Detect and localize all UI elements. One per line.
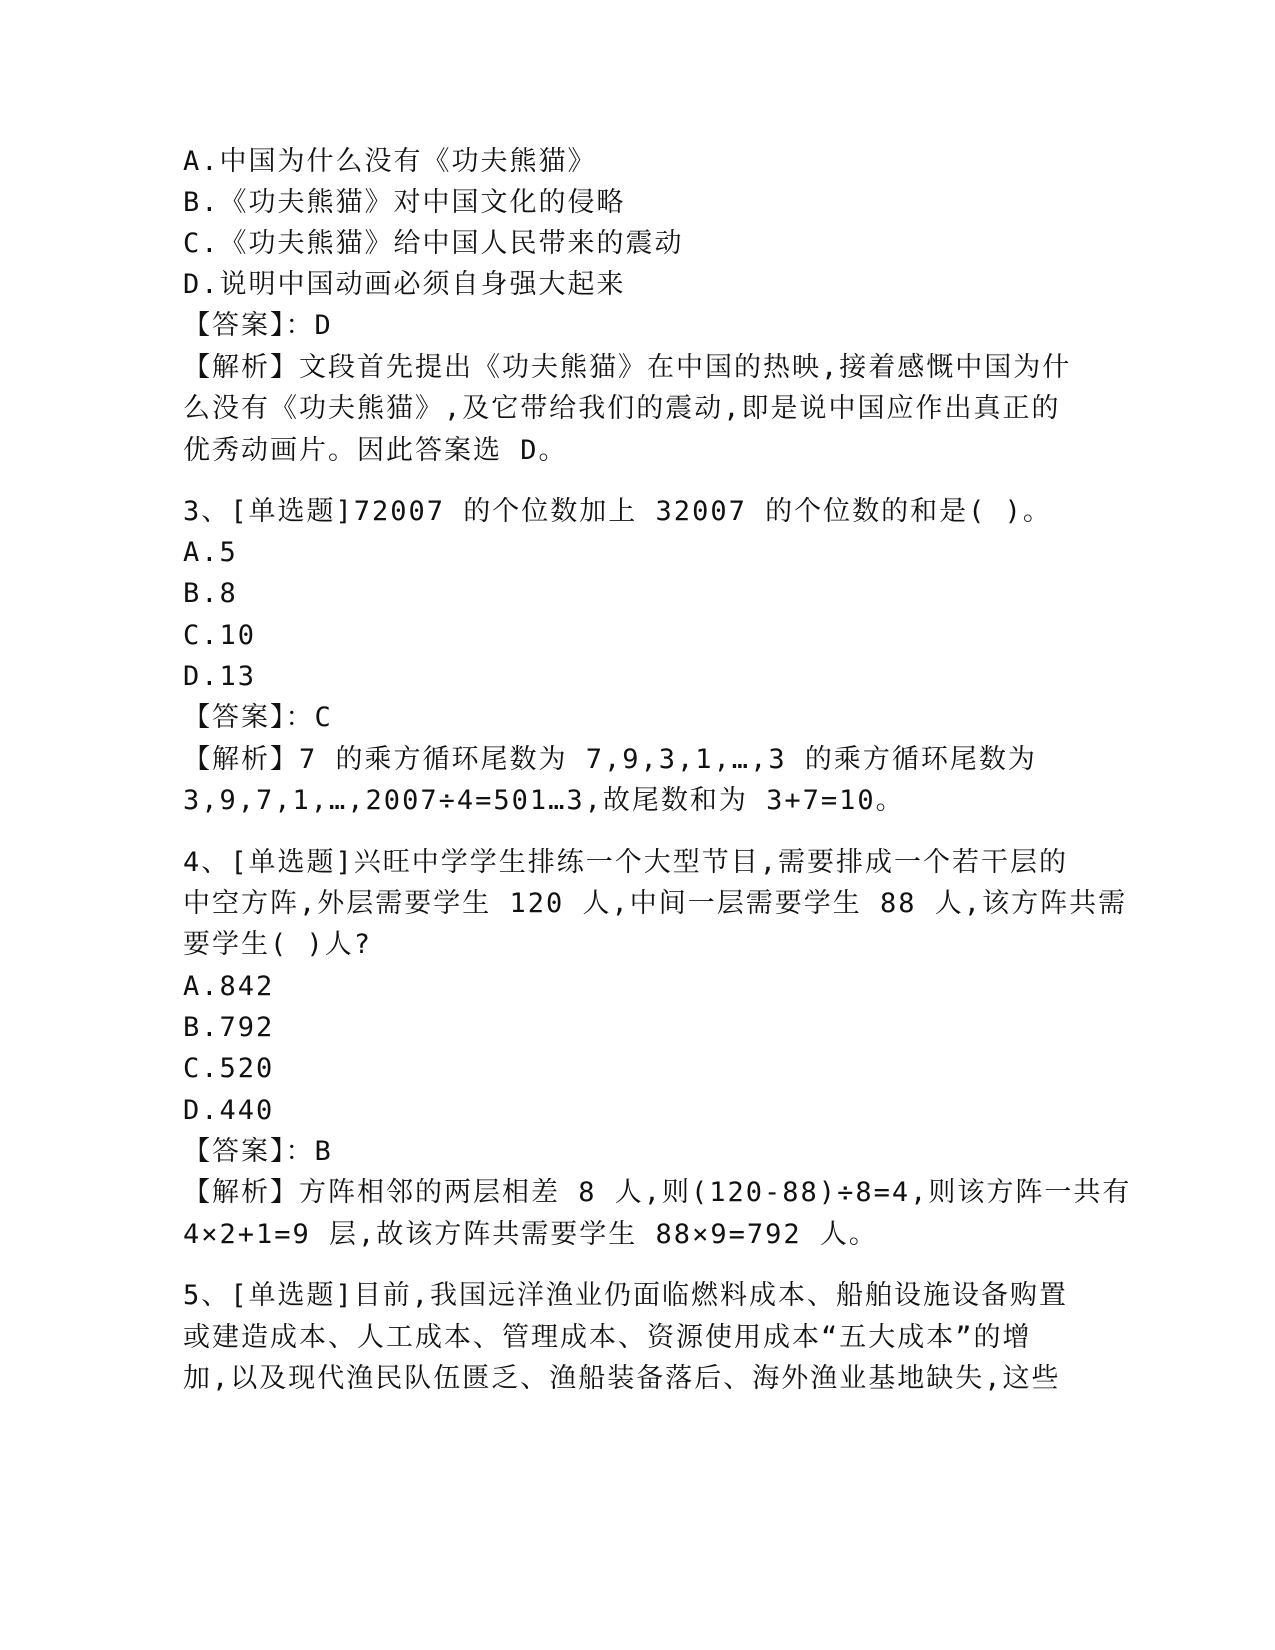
q4-stem-line-2: 中空方阵,外层需要学生 120 人,中间一层需要学生 88 人,该方阵共需: [183, 888, 1128, 919]
q2-option-b: B.《功夫熊猫》对中国文化的侵略: [183, 187, 626, 218]
q3-analysis-line-2: 3,9,7,1,…,2007÷4=501…3,故尾数和为 3+7=10。: [183, 785, 905, 816]
q2-analysis-line-2: 么没有《功夫熊猫》,及它带给我们的震动,即是说中国应作出真正的: [183, 393, 1061, 424]
q4-option-b: B.792: [183, 1012, 275, 1043]
q3-option-b: B.8: [183, 578, 238, 609]
q3-stem: 3、[单选题]72007 的个位数加上 32007 的个位数的和是( )。: [183, 496, 1052, 527]
q3-option-a: A.5: [183, 537, 238, 568]
q3-answer: 【答案】：C: [183, 702, 333, 733]
q4-analysis-line-1: 【解析】方阵相邻的两层相差 8 人,则(120-88)÷8=4,则该方阵一共有: [183, 1177, 1132, 1208]
q4-option-d: D.440: [183, 1095, 275, 1126]
q3-option-c: C.10: [183, 620, 257, 651]
q2-analysis-line-1: 【解析】文段首先提出《功夫熊猫》在中国的热映,接着感慨中国为什: [183, 352, 1072, 383]
q4-analysis-line-2: 4×2+1=9 层,故该方阵共需要学生 88×9=792 人。: [183, 1219, 878, 1250]
q3-option-d: D.13: [183, 661, 257, 692]
q2-option-c: C.《功夫熊猫》给中国人民带来的震动: [183, 228, 684, 259]
q5-stem-line-2: 或建造成本、人工成本、管理成本、资源使用成本“五大成本”的增: [183, 1322, 1032, 1353]
q2-answer: 【答案】：D: [183, 310, 333, 341]
q4-stem-line-3: 要学生( )人?: [183, 929, 373, 960]
q4-stem-line-1: 4、[单选题]兴旺中学学生排练一个大型节目,需要排成一个若干层的: [183, 847, 1069, 878]
q3-analysis-line-1: 【解析】7 的乘方循环尾数为 7,9,3,1,…,3 的乘方循环尾数为: [183, 744, 1037, 775]
q4-option-c: C.520: [183, 1053, 275, 1084]
q5-stem-line-3: 加,以及现代渔民队伍匮乏、渔船装备落后、海外渔业基地缺失,这些: [183, 1363, 1061, 1394]
q2-option-a: A.中国为什么没有《功夫熊猫》: [183, 146, 597, 177]
q5-stem-line-1: 5、[单选题]目前,我国远洋渔业仍面临燃料成本、船舶设施设备购置: [183, 1280, 1069, 1311]
q2-option-d: D.说明中国动画必须自身强大起来: [183, 269, 626, 300]
q2-analysis-line-3: 优秀动画片。因此答案选 D。: [183, 435, 568, 466]
q4-option-a: A.842: [183, 971, 275, 1002]
q4-answer: 【答案】：B: [183, 1136, 333, 1167]
